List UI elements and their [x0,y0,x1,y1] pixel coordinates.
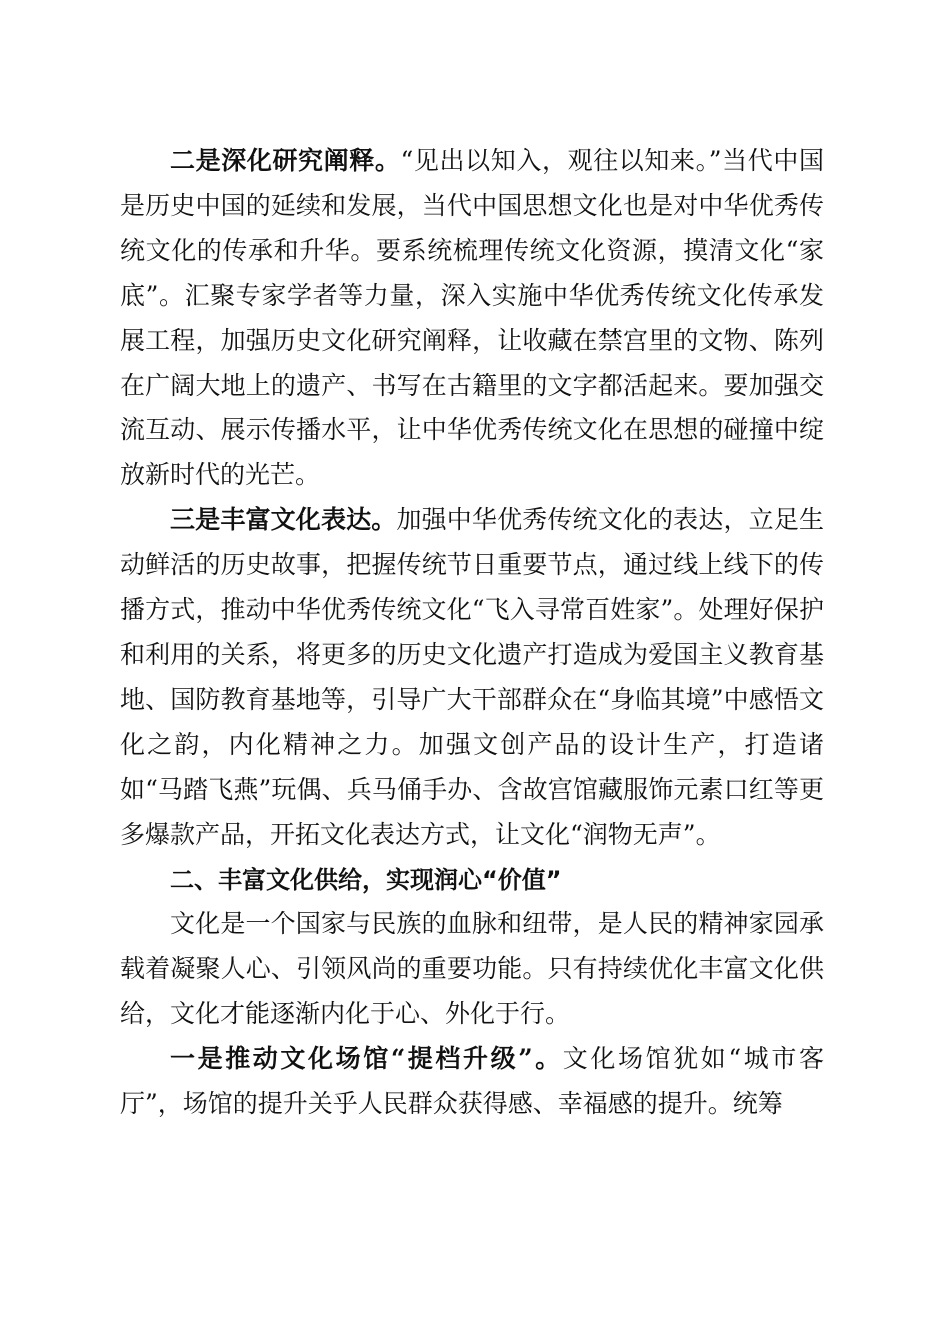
document-body [120,139,824,1127]
paragraph-lead: 二是深化研究阐释。 [170,146,401,175]
paragraph-deepen-research [120,139,824,498]
paragraph-text: 文化场馆犹如“城市客厅”，场馆的提升关乎人民群众获得感、幸福感的提升。统筹 [120,1044,824,1119]
section-intro-paragraph: 文化是一个国家与民族的血脉和纽带，是人民的精神家园承载着凝聚人心、引领风尚的重要功能。只有持续优化丰富文化供给，文化才能逐渐内化于心、外化于行。 [120,909,824,1029]
paragraph-lead: 一是推动文化场馆“提档升级”。 [170,1044,563,1074]
paragraph-enrich-expression [120,498,824,857]
section-heading: 二、丰富文化供给，实现润心“价值” [170,865,562,894]
paragraph-lead: 三是丰富文化表达。 [170,505,397,535]
paragraph-text: “见出以知入，观往以知来。”当代中国是历史中国的延续和发展，当代中国思想文化也是对中华优秀传统文化的传承和升华。要系统梳理传统文化资源，摸清文化“家底”。汇聚专家学者等力量，深入实施中华优秀传统文化传承发展工程，加强历史文化研究阐释，让收藏在禁宫里的文物、陈列在广阔大地上的遗产、书写在古籍里的文字都活起来。要加强交流互动、展示传播水平，让中华优秀传统文化在思想的碰撞中绽放新时代的光芒。 [120,146,824,490]
paragraph-venue-upgrade [120,1037,824,1127]
paragraph-text: 加强中华优秀传统文化的表达，立足生动鲜活的历史故事，把握传统节日重要节点，通过线上线下的传播方式，推动中华优秀传统文化“飞入寻常百姓家”。处理好保护和利用的关系，将更多的历史文化遗产打造成为爱国主义教育基地、国防教育基地等，引导广大干部群众在“身临其境”中感悟文化之韵，内化精神之力。加强文创产品的设计生产，打造诸如“马踏飞燕”玩偶、兵马俑手办、含故宫馆藏服饰元素口红等更多爆款产品，开拓文化表达方式，让文化“润物无声”。 [120,505,824,849]
